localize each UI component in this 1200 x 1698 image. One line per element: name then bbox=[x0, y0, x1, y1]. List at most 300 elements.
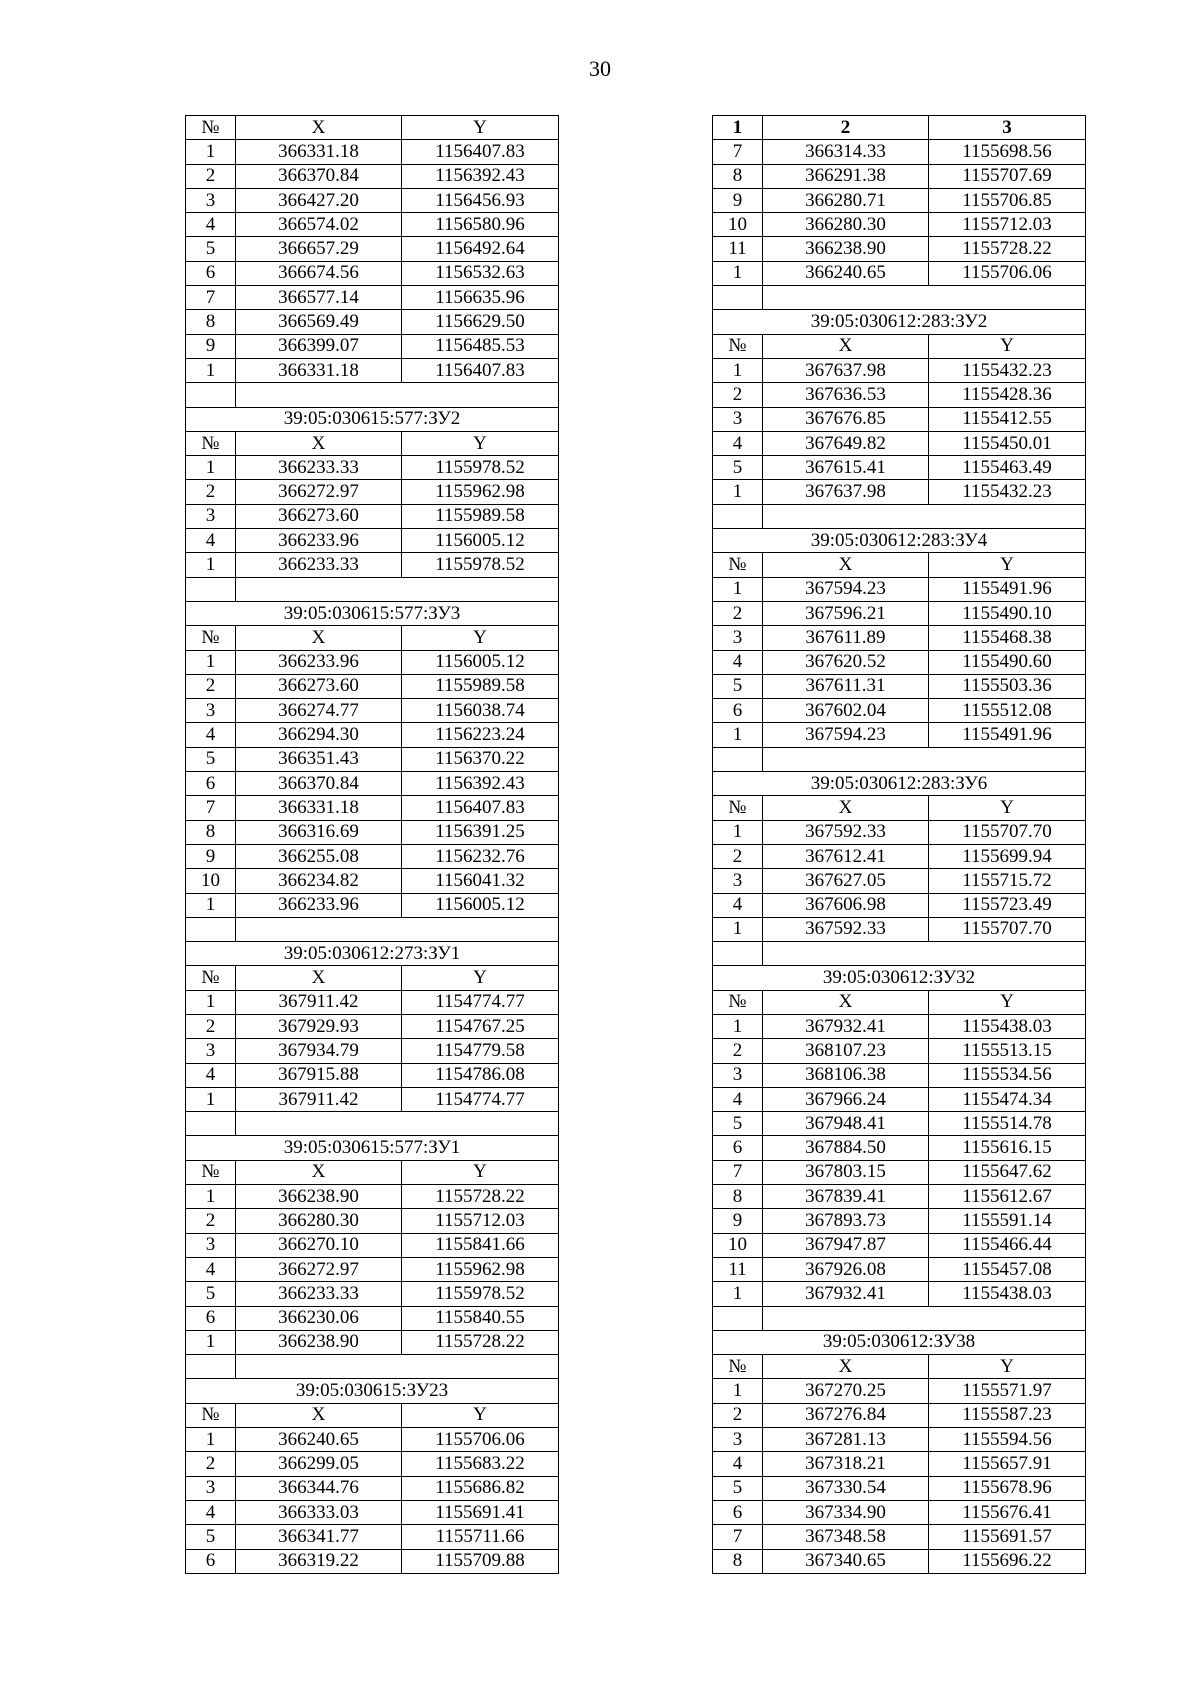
coordinate-y: 1156223.24 bbox=[402, 723, 559, 747]
coordinate-y: 1155490.10 bbox=[929, 601, 1086, 625]
table-header-row bbox=[713, 990, 1086, 1014]
coordinates-table-left bbox=[185, 115, 559, 1574]
coordinate-y: 1155728.22 bbox=[402, 1185, 559, 1209]
point-number bbox=[186, 917, 236, 941]
table-row bbox=[713, 820, 1086, 844]
coordinate-y: 1156392.43 bbox=[402, 164, 559, 188]
coordinate-x: 368106.38 bbox=[763, 1063, 929, 1087]
coordinate-y: 1155699.94 bbox=[929, 844, 1086, 868]
coordinate-x: 366331.18 bbox=[236, 358, 402, 382]
table-row bbox=[713, 480, 1086, 504]
table-row bbox=[186, 553, 559, 577]
point-number: 9 bbox=[713, 188, 763, 212]
header-y: Y bbox=[929, 1355, 1086, 1379]
point-number: 2 bbox=[186, 480, 236, 504]
coordinate-x: 366233.33 bbox=[236, 1282, 402, 1306]
coordinate-y: 1155490.60 bbox=[929, 650, 1086, 674]
point-number: 1 bbox=[713, 723, 763, 747]
coordinate-x bbox=[236, 917, 559, 941]
coordinate-x: 366233.96 bbox=[236, 893, 402, 917]
coordinate-x: 366399.07 bbox=[236, 334, 402, 358]
coordinate-x: 367932.41 bbox=[763, 1282, 929, 1306]
table-row bbox=[186, 237, 559, 261]
point-number: 3 bbox=[186, 1476, 236, 1500]
empty-row bbox=[186, 1355, 559, 1379]
empty-row bbox=[186, 383, 559, 407]
coordinate-x: 366240.65 bbox=[236, 1428, 402, 1452]
coordinate-y: 1155491.96 bbox=[929, 577, 1086, 601]
table-row bbox=[713, 1282, 1086, 1306]
coordinate-x: 366233.33 bbox=[236, 553, 402, 577]
table-header-row bbox=[713, 1355, 1086, 1379]
table-row bbox=[713, 237, 1086, 261]
point-number: 3 bbox=[186, 1039, 236, 1063]
empty-row bbox=[713, 504, 1086, 528]
table-row bbox=[713, 1452, 1086, 1476]
coordinate-x: 366270.10 bbox=[236, 1233, 402, 1257]
coordinate-x: 366238.90 bbox=[236, 1330, 402, 1354]
coordinate-x: 366331.18 bbox=[236, 140, 402, 164]
coordinate-x: 367348.58 bbox=[763, 1525, 929, 1549]
coordinate-x: 367915.88 bbox=[236, 1063, 402, 1087]
coordinate-y: 1155715.72 bbox=[929, 869, 1086, 893]
coordinate-x: 366238.90 bbox=[236, 1185, 402, 1209]
empty-row bbox=[186, 1112, 559, 1136]
point-number: 2 bbox=[713, 383, 763, 407]
coordinate-y: 1155468.38 bbox=[929, 626, 1086, 650]
coordinate-x bbox=[763, 1306, 1086, 1330]
point-number: 10 bbox=[713, 1233, 763, 1257]
coordinate-y: 1156005.12 bbox=[402, 529, 559, 553]
table-row bbox=[713, 358, 1086, 382]
table-row bbox=[186, 261, 559, 285]
table-row bbox=[713, 164, 1086, 188]
header-x: X bbox=[763, 796, 929, 820]
coordinate-x: 367592.33 bbox=[763, 820, 929, 844]
coordinate-x: 367926.08 bbox=[763, 1257, 929, 1281]
coordinate-x: 366291.38 bbox=[763, 164, 929, 188]
header-x: X bbox=[763, 553, 929, 577]
point-number: 2 bbox=[186, 674, 236, 698]
header-number: № bbox=[186, 966, 236, 990]
point-number: 9 bbox=[186, 334, 236, 358]
table-row bbox=[186, 334, 559, 358]
point-number: 3 bbox=[186, 699, 236, 723]
table-row bbox=[713, 1257, 1086, 1281]
coordinate-y: 1155978.52 bbox=[402, 1282, 559, 1306]
coordinate-x: 367947.87 bbox=[763, 1233, 929, 1257]
coordinate-x: 367270.25 bbox=[763, 1379, 929, 1403]
coordinate-x: 366674.56 bbox=[236, 261, 402, 285]
header-number: № bbox=[186, 626, 236, 650]
point-number: 5 bbox=[713, 674, 763, 698]
table-row bbox=[713, 407, 1086, 431]
coordinate-x: 367934.79 bbox=[236, 1039, 402, 1063]
header-number: № bbox=[186, 116, 236, 140]
table-row bbox=[186, 820, 559, 844]
coordinate-x: 367318.21 bbox=[763, 1452, 929, 1476]
coordinate-y: 1155412.55 bbox=[929, 407, 1086, 431]
coordinate-y: 1155474.34 bbox=[929, 1087, 1086, 1111]
table-row bbox=[713, 917, 1086, 941]
table-row bbox=[713, 1160, 1086, 1184]
coordinate-x: 366294.30 bbox=[236, 723, 402, 747]
coordinate-x: 366230.06 bbox=[236, 1306, 402, 1330]
coordinate-y: 1155707.70 bbox=[929, 917, 1086, 941]
point-number: 2 bbox=[713, 1403, 763, 1427]
point-number: 6 bbox=[186, 1306, 236, 1330]
point-number: 3 bbox=[186, 1233, 236, 1257]
parcel-title-row bbox=[186, 942, 559, 966]
table-row bbox=[713, 1428, 1086, 1452]
coordinate-x: 367884.50 bbox=[763, 1136, 929, 1160]
header-x: X bbox=[236, 1160, 402, 1184]
point-number: 1 bbox=[186, 1185, 236, 1209]
table-row bbox=[713, 213, 1086, 237]
parcel-cadastral-number: 39:05:030612:283:ЗУ6 bbox=[713, 772, 1086, 796]
empty-row bbox=[186, 577, 559, 601]
coordinate-y: 1156370.22 bbox=[402, 747, 559, 771]
table-row bbox=[713, 1087, 1086, 1111]
coordinate-y: 1154786.08 bbox=[402, 1063, 559, 1087]
coordinate-y: 1155978.52 bbox=[402, 456, 559, 480]
table-row bbox=[186, 213, 559, 237]
coordinate-x: 366427.20 bbox=[236, 188, 402, 212]
point-number: 1 bbox=[713, 917, 763, 941]
coordinate-x: 366341.77 bbox=[236, 1525, 402, 1549]
point-number: 6 bbox=[186, 1549, 236, 1573]
coordinate-y: 1155706.85 bbox=[929, 188, 1086, 212]
point-number: 3 bbox=[186, 188, 236, 212]
table-row bbox=[186, 140, 559, 164]
table-row bbox=[186, 456, 559, 480]
point-number: 1 bbox=[186, 650, 236, 674]
coordinate-x: 366331.18 bbox=[236, 796, 402, 820]
point-number: 10 bbox=[186, 869, 236, 893]
coordinate-y: 1156629.50 bbox=[402, 310, 559, 334]
coordinate-x: 367276.84 bbox=[763, 1403, 929, 1427]
table-row bbox=[713, 674, 1086, 698]
point-number: 1 bbox=[713, 480, 763, 504]
table-row bbox=[186, 650, 559, 674]
table-row bbox=[186, 1306, 559, 1330]
header-y: Y bbox=[929, 334, 1086, 358]
coordinate-y: 1155534.56 bbox=[929, 1063, 1086, 1087]
coordinate-x: 367839.41 bbox=[763, 1185, 929, 1209]
parcel-title-row bbox=[186, 1136, 559, 1160]
coordinate-x: 366333.03 bbox=[236, 1500, 402, 1524]
coordinate-x: 367620.52 bbox=[763, 650, 929, 674]
table-row bbox=[186, 1233, 559, 1257]
parcel-title-row bbox=[186, 1379, 559, 1403]
parcel-title-row bbox=[713, 310, 1086, 334]
coordinate-y: 1155612.67 bbox=[929, 1185, 1086, 1209]
table-header-row bbox=[713, 116, 1086, 140]
header-x: X bbox=[236, 626, 402, 650]
table-row bbox=[186, 869, 559, 893]
coordinate-x: 366344.76 bbox=[236, 1476, 402, 1500]
coordinate-x: 366240.65 bbox=[763, 261, 929, 285]
coordinate-x: 366274.77 bbox=[236, 699, 402, 723]
coordinate-x bbox=[236, 1355, 559, 1379]
table-row bbox=[713, 650, 1086, 674]
coordinate-x: 366272.97 bbox=[236, 1257, 402, 1281]
coordinate-y: 1156041.32 bbox=[402, 869, 559, 893]
table-row bbox=[186, 480, 559, 504]
table-row bbox=[186, 772, 559, 796]
point-number: 5 bbox=[186, 747, 236, 771]
point-number: 2 bbox=[186, 1209, 236, 1233]
table-row bbox=[713, 601, 1086, 625]
point-number: 4 bbox=[713, 1452, 763, 1476]
table-row bbox=[713, 893, 1086, 917]
coordinate-y: 1155728.22 bbox=[402, 1330, 559, 1354]
coordinate-y: 1155491.96 bbox=[929, 723, 1086, 747]
point-number: 2 bbox=[186, 1014, 236, 1038]
coordinate-x: 367948.41 bbox=[763, 1112, 929, 1136]
coordinate-y: 1155587.23 bbox=[929, 1403, 1086, 1427]
coordinate-y: 1156532.63 bbox=[402, 261, 559, 285]
coordinate-x: 366238.90 bbox=[763, 237, 929, 261]
header-x: X bbox=[236, 1403, 402, 1427]
coordinate-x bbox=[763, 286, 1086, 310]
coordinate-x: 367893.73 bbox=[763, 1209, 929, 1233]
point-number: 1 bbox=[713, 1379, 763, 1403]
point-number: 7 bbox=[713, 140, 763, 164]
coordinate-x: 366370.84 bbox=[236, 772, 402, 796]
coordinate-y: 1155513.15 bbox=[929, 1039, 1086, 1063]
coordinate-x: 367649.82 bbox=[763, 431, 929, 455]
empty-row bbox=[713, 286, 1086, 310]
coordinate-x: 367281.13 bbox=[763, 1428, 929, 1452]
point-number: 3 bbox=[713, 626, 763, 650]
point-number: 1 bbox=[186, 1428, 236, 1452]
table-row bbox=[186, 1039, 559, 1063]
table-row bbox=[713, 699, 1086, 723]
coordinate-x: 366280.30 bbox=[763, 213, 929, 237]
point-number: 1 bbox=[186, 1330, 236, 1354]
header-y: Y bbox=[402, 116, 559, 140]
point-number: 8 bbox=[713, 164, 763, 188]
point-number: 10 bbox=[713, 213, 763, 237]
table-row bbox=[713, 1209, 1086, 1233]
table-row bbox=[186, 1330, 559, 1354]
table-row bbox=[186, 747, 559, 771]
table-row bbox=[713, 1525, 1086, 1549]
coordinate-y: 1155962.98 bbox=[402, 480, 559, 504]
table-row bbox=[186, 310, 559, 334]
coordinate-x bbox=[763, 747, 1086, 771]
table-row bbox=[713, 1403, 1086, 1427]
coordinate-x: 366280.30 bbox=[236, 1209, 402, 1233]
parcel-title-row bbox=[713, 772, 1086, 796]
parcel-cadastral-number: 39:05:030615:577:ЗУ2 bbox=[186, 407, 559, 431]
point-number: 5 bbox=[186, 1282, 236, 1306]
header-y: Y bbox=[929, 553, 1086, 577]
parcel-cadastral-number: 39:05:030612:283:ЗУ4 bbox=[713, 529, 1086, 553]
point-number: 6 bbox=[713, 1500, 763, 1524]
coordinate-y: 1155438.03 bbox=[929, 1282, 1086, 1306]
empty-row bbox=[186, 917, 559, 941]
point-number: 1 bbox=[713, 1282, 763, 1306]
parcel-cadastral-number: 39:05:030612:ЗУ32 bbox=[713, 966, 1086, 990]
coordinate-y: 1155432.23 bbox=[929, 480, 1086, 504]
coordinate-y: 1155841.66 bbox=[402, 1233, 559, 1257]
header-x: X bbox=[763, 990, 929, 1014]
coordinate-x: 367676.85 bbox=[763, 407, 929, 431]
parcel-cadastral-number: 39:05:030615:577:ЗУ1 bbox=[186, 1136, 559, 1160]
coordinate-y: 1155457.08 bbox=[929, 1257, 1086, 1281]
coordinate-x: 366351.43 bbox=[236, 747, 402, 771]
coordinate-x bbox=[763, 942, 1086, 966]
point-number: 8 bbox=[713, 1549, 763, 1573]
coordinate-y: 1154767.25 bbox=[402, 1014, 559, 1038]
point-number: 4 bbox=[186, 1500, 236, 1524]
coordinate-y: 1155438.03 bbox=[929, 1014, 1086, 1038]
table-header-row bbox=[713, 796, 1086, 820]
coordinate-y: 1155709.88 bbox=[402, 1549, 559, 1573]
coordinate-y: 1156391.25 bbox=[402, 820, 559, 844]
coordinate-y: 1156492.64 bbox=[402, 237, 559, 261]
point-number: 4 bbox=[186, 529, 236, 553]
point-number: 9 bbox=[713, 1209, 763, 1233]
coordinate-x: 366273.60 bbox=[236, 504, 402, 528]
table-row bbox=[186, 723, 559, 747]
point-number: 5 bbox=[186, 237, 236, 261]
table-row bbox=[713, 1549, 1086, 1573]
table-row bbox=[186, 286, 559, 310]
header-number: № bbox=[186, 1160, 236, 1184]
parcel-cadastral-number: 39:05:030612:ЗУ38 bbox=[713, 1330, 1086, 1354]
coordinate-x: 366569.49 bbox=[236, 310, 402, 334]
coordinate-x: 366234.82 bbox=[236, 869, 402, 893]
point-number: 4 bbox=[713, 1087, 763, 1111]
point-number: 1 bbox=[186, 358, 236, 382]
empty-row bbox=[713, 747, 1086, 771]
table-row bbox=[186, 1014, 559, 1038]
coordinate-x: 367637.98 bbox=[763, 358, 929, 382]
coordinate-y: 1156580.96 bbox=[402, 213, 559, 237]
coordinate-x: 366316.69 bbox=[236, 820, 402, 844]
header-number: № bbox=[713, 553, 763, 577]
coordinate-x bbox=[236, 1112, 559, 1136]
coordinate-x: 367627.05 bbox=[763, 869, 929, 893]
point-number: 3 bbox=[713, 1063, 763, 1087]
coordinate-x: 367611.31 bbox=[763, 674, 929, 698]
coordinate-x: 367803.15 bbox=[763, 1160, 929, 1184]
coordinate-y: 1155676.41 bbox=[929, 1500, 1086, 1524]
table-row bbox=[713, 1500, 1086, 1524]
coordinate-x: 366233.96 bbox=[236, 529, 402, 553]
table-row bbox=[186, 1476, 559, 1500]
coordinate-y: 1155678.96 bbox=[929, 1476, 1086, 1500]
coordinate-y: 1155707.70 bbox=[929, 820, 1086, 844]
coordinate-x: 366577.14 bbox=[236, 286, 402, 310]
table-row bbox=[186, 1452, 559, 1476]
point-number: 1 bbox=[713, 358, 763, 382]
coordinate-x: 368107.23 bbox=[763, 1039, 929, 1063]
table-row bbox=[186, 1549, 559, 1573]
coordinate-x: 367612.41 bbox=[763, 844, 929, 868]
coordinate-y: 1156407.83 bbox=[402, 140, 559, 164]
coordinate-y: 1155450.01 bbox=[929, 431, 1086, 455]
coordinate-y: 1155698.56 bbox=[929, 140, 1086, 164]
coordinate-y: 1156485.53 bbox=[402, 334, 559, 358]
point-number bbox=[186, 1355, 236, 1379]
point-number bbox=[713, 504, 763, 528]
coordinate-y: 1155728.22 bbox=[929, 237, 1086, 261]
header-x: X bbox=[236, 966, 402, 990]
coordinate-y: 1156635.96 bbox=[402, 286, 559, 310]
parcel-cadastral-number: 39:05:030615:577:ЗУ3 bbox=[186, 601, 559, 625]
point-number: 3 bbox=[713, 1428, 763, 1452]
point-number: 1 bbox=[713, 577, 763, 601]
point-number: 5 bbox=[186, 1525, 236, 1549]
point-number: 1 bbox=[186, 140, 236, 164]
point-number: 1 bbox=[186, 1087, 236, 1111]
table-row bbox=[713, 431, 1086, 455]
coordinate-y: 1155712.03 bbox=[402, 1209, 559, 1233]
table-row bbox=[186, 358, 559, 382]
coordinate-x: 366255.08 bbox=[236, 844, 402, 868]
coordinate-y: 1155707.69 bbox=[929, 164, 1086, 188]
header-y: Y bbox=[402, 1403, 559, 1427]
parcel-title-row bbox=[713, 966, 1086, 990]
header-number: № bbox=[713, 796, 763, 820]
coordinate-y: 1155989.58 bbox=[402, 674, 559, 698]
header-y: Y bbox=[402, 1160, 559, 1184]
coordinate-x: 367596.21 bbox=[763, 601, 929, 625]
table-row bbox=[186, 1209, 559, 1233]
coordinate-y: 1155712.03 bbox=[929, 213, 1086, 237]
parcel-cadastral-number: 39:05:030612:273:ЗУ1 bbox=[186, 942, 559, 966]
header-x: 2 bbox=[763, 116, 929, 140]
table-row bbox=[186, 1063, 559, 1087]
point-number: 2 bbox=[713, 601, 763, 625]
coordinate-y: 1155647.62 bbox=[929, 1160, 1086, 1184]
table-row bbox=[713, 1014, 1086, 1038]
point-number: 11 bbox=[713, 237, 763, 261]
coordinate-x: 367594.23 bbox=[763, 723, 929, 747]
point-number: 4 bbox=[186, 213, 236, 237]
coordinate-y: 1155616.15 bbox=[929, 1136, 1086, 1160]
table-row bbox=[186, 529, 559, 553]
table-header-row bbox=[186, 626, 559, 650]
coordinate-y: 1156392.43 bbox=[402, 772, 559, 796]
coordinate-y: 1155683.22 bbox=[402, 1452, 559, 1476]
point-number: 7 bbox=[713, 1525, 763, 1549]
table-row bbox=[713, 456, 1086, 480]
point-number: 11 bbox=[713, 1257, 763, 1281]
table-row bbox=[186, 1500, 559, 1524]
table-row bbox=[186, 504, 559, 528]
header-x: X bbox=[763, 334, 929, 358]
table-row bbox=[713, 869, 1086, 893]
table-row bbox=[186, 893, 559, 917]
point-number: 5 bbox=[713, 1112, 763, 1136]
table-row bbox=[713, 1476, 1086, 1500]
coordinate-x: 366574.02 bbox=[236, 213, 402, 237]
table-row bbox=[186, 1282, 559, 1306]
table-row bbox=[713, 1379, 1086, 1403]
point-number bbox=[186, 1112, 236, 1136]
coordinate-y: 1156407.83 bbox=[402, 796, 559, 820]
coordinate-x bbox=[236, 383, 559, 407]
coordinate-y: 1155571.97 bbox=[929, 1379, 1086, 1403]
table-header-row bbox=[713, 334, 1086, 358]
table-right-body bbox=[713, 116, 1086, 1574]
coordinate-y: 1155978.52 bbox=[402, 553, 559, 577]
